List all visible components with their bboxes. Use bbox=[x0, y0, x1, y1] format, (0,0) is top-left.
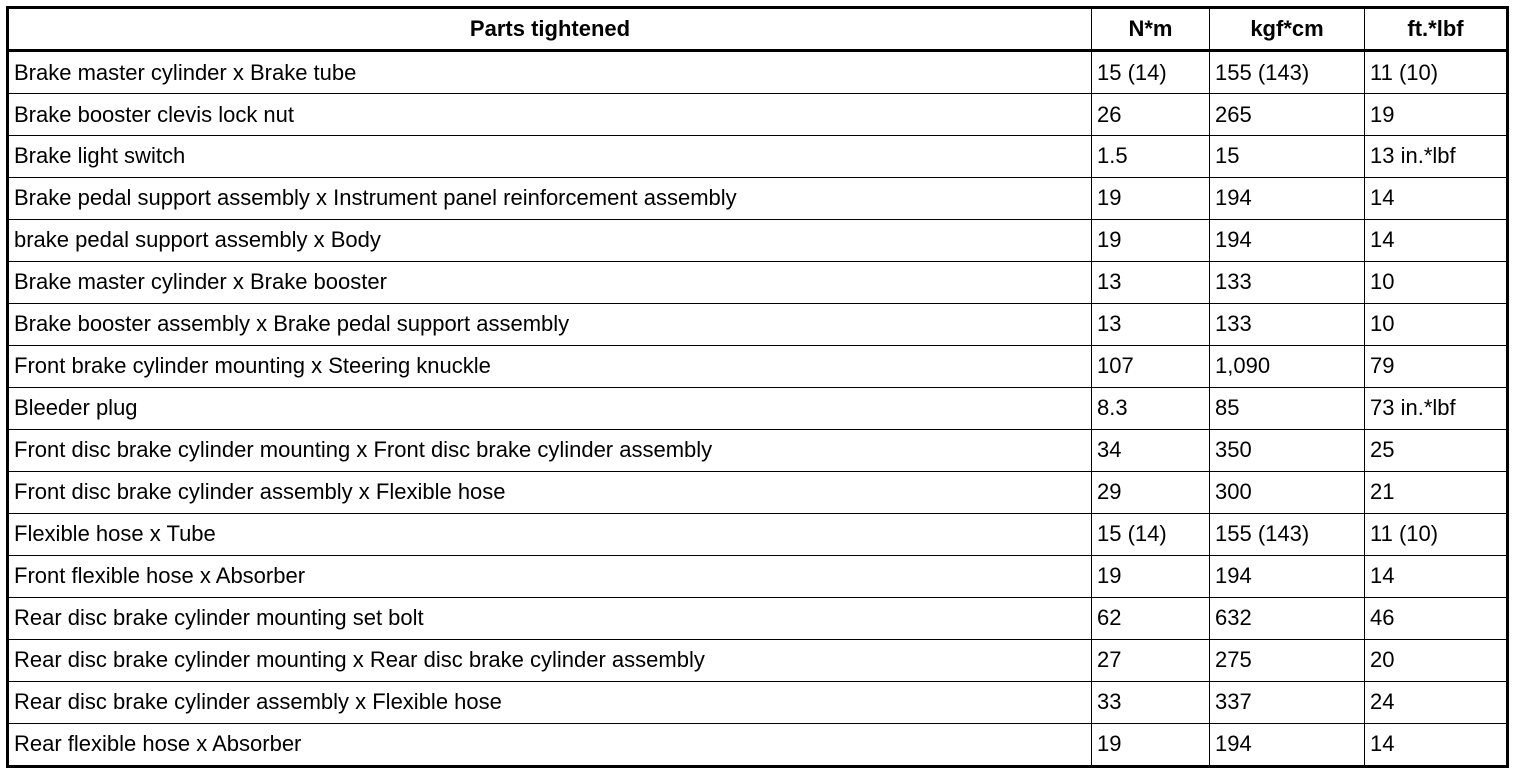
table-row bbox=[8, 471, 1508, 513]
cell-ft-lbf: 13 in.*lbf bbox=[1365, 136, 1508, 178]
table-row bbox=[8, 723, 1508, 766]
cell-kgf-cm: 1,090 bbox=[1210, 345, 1365, 387]
cell-part: Brake booster clevis lock nut bbox=[8, 94, 1092, 136]
cell-ft-lbf: 79 bbox=[1365, 345, 1508, 387]
cell-kgf-cm: 350 bbox=[1210, 429, 1365, 471]
cell-kgf-cm: 15 bbox=[1210, 136, 1365, 178]
table-row bbox=[8, 513, 1508, 555]
header-row bbox=[8, 8, 1508, 51]
cell-part: Front flexible hose x Absorber bbox=[8, 555, 1092, 597]
cell-kgf-cm: 265 bbox=[1210, 94, 1365, 136]
cell-ft-lbf: 14 bbox=[1365, 555, 1508, 597]
cell-ft-lbf: 19 bbox=[1365, 94, 1508, 136]
cell-kgf-cm: 337 bbox=[1210, 681, 1365, 723]
cell-ft-lbf: 73 in.*lbf bbox=[1365, 387, 1508, 429]
cell-ft-lbf: 24 bbox=[1365, 681, 1508, 723]
cell-part: Rear flexible hose x Absorber bbox=[8, 723, 1092, 766]
cell-part: Flexible hose x Tube bbox=[8, 513, 1092, 555]
cell-nm: 33 bbox=[1092, 681, 1210, 723]
cell-kgf-cm: 133 bbox=[1210, 303, 1365, 345]
cell-ft-lbf: 21 bbox=[1365, 471, 1508, 513]
table-row bbox=[8, 94, 1508, 136]
table-row bbox=[8, 177, 1508, 219]
cell-part: Brake master cylinder x Brake booster bbox=[8, 261, 1092, 303]
cell-ft-lbf: 25 bbox=[1365, 429, 1508, 471]
table-row bbox=[8, 597, 1508, 639]
header-ft-lbf: ft.*lbf bbox=[1365, 8, 1508, 51]
cell-part: Brake light switch bbox=[8, 136, 1092, 178]
cell-part: Front disc brake cylinder assembly x Flexible hose bbox=[8, 471, 1092, 513]
table-row bbox=[8, 51, 1508, 94]
cell-nm: 13 bbox=[1092, 261, 1210, 303]
cell-nm: 8.3 bbox=[1092, 387, 1210, 429]
table-body bbox=[8, 51, 1508, 767]
cell-nm: 15 (14) bbox=[1092, 513, 1210, 555]
cell-kgf-cm: 155 (143) bbox=[1210, 51, 1365, 94]
header-kgf-cm: kgf*cm bbox=[1210, 8, 1365, 51]
cell-part: Front disc brake cylinder mounting x Front disc brake cylinder assembly bbox=[8, 429, 1092, 471]
cell-nm: 19 bbox=[1092, 723, 1210, 766]
cell-nm: 19 bbox=[1092, 555, 1210, 597]
cell-ft-lbf: 11 (10) bbox=[1365, 51, 1508, 94]
cell-ft-lbf: 10 bbox=[1365, 303, 1508, 345]
cell-part: Brake master cylinder x Brake tube bbox=[8, 51, 1092, 94]
cell-part: Rear disc brake cylinder assembly x Flexible hose bbox=[8, 681, 1092, 723]
table-row bbox=[8, 345, 1508, 387]
table-row bbox=[8, 429, 1508, 471]
cell-part: Rear disc brake cylinder mounting x Rear disc brake cylinder assembly bbox=[8, 639, 1092, 681]
cell-kgf-cm: 194 bbox=[1210, 219, 1365, 261]
cell-part: Front brake cylinder mounting x Steering knuckle bbox=[8, 345, 1092, 387]
cell-ft-lbf: 14 bbox=[1365, 723, 1508, 766]
cell-kgf-cm: 194 bbox=[1210, 555, 1365, 597]
cell-ft-lbf: 20 bbox=[1365, 639, 1508, 681]
header-parts-tightened: Parts tightened bbox=[8, 8, 1092, 51]
cell-part: Brake pedal support assembly x Instrument panel reinforcement assembly bbox=[8, 177, 1092, 219]
cell-nm: 1.5 bbox=[1092, 136, 1210, 178]
cell-ft-lbf: 11 (10) bbox=[1365, 513, 1508, 555]
cell-ft-lbf: 46 bbox=[1365, 597, 1508, 639]
cell-kgf-cm: 300 bbox=[1210, 471, 1365, 513]
cell-ft-lbf: 14 bbox=[1365, 219, 1508, 261]
cell-nm: 26 bbox=[1092, 94, 1210, 136]
cell-ft-lbf: 14 bbox=[1365, 177, 1508, 219]
cell-kgf-cm: 194 bbox=[1210, 177, 1365, 219]
cell-part: Rear disc brake cylinder mounting set bolt bbox=[8, 597, 1092, 639]
cell-kgf-cm: 133 bbox=[1210, 261, 1365, 303]
table-row bbox=[8, 136, 1508, 178]
cell-kgf-cm: 632 bbox=[1210, 597, 1365, 639]
cell-part: brake pedal support assembly x Body bbox=[8, 219, 1092, 261]
cell-part: Brake booster assembly x Brake pedal support assembly bbox=[8, 303, 1092, 345]
torque-specification-table bbox=[6, 6, 1509, 768]
table-row bbox=[8, 555, 1508, 597]
cell-kgf-cm: 194 bbox=[1210, 723, 1365, 766]
cell-kgf-cm: 155 (143) bbox=[1210, 513, 1365, 555]
cell-nm: 15 (14) bbox=[1092, 51, 1210, 94]
cell-nm: 34 bbox=[1092, 429, 1210, 471]
cell-nm: 19 bbox=[1092, 177, 1210, 219]
cell-nm: 107 bbox=[1092, 345, 1210, 387]
table-row bbox=[8, 681, 1508, 723]
cell-kgf-cm: 85 bbox=[1210, 387, 1365, 429]
cell-nm: 27 bbox=[1092, 639, 1210, 681]
cell-nm: 62 bbox=[1092, 597, 1210, 639]
header-nm: N*m bbox=[1092, 8, 1210, 51]
cell-nm: 29 bbox=[1092, 471, 1210, 513]
table-row bbox=[8, 303, 1508, 345]
table-row bbox=[8, 261, 1508, 303]
cell-part: Bleeder plug bbox=[8, 387, 1092, 429]
cell-nm: 19 bbox=[1092, 219, 1210, 261]
table-row bbox=[8, 219, 1508, 261]
cell-kgf-cm: 275 bbox=[1210, 639, 1365, 681]
table-header bbox=[8, 8, 1508, 51]
table-row bbox=[8, 639, 1508, 681]
table-row bbox=[8, 387, 1508, 429]
cell-nm: 13 bbox=[1092, 303, 1210, 345]
cell-ft-lbf: 10 bbox=[1365, 261, 1508, 303]
